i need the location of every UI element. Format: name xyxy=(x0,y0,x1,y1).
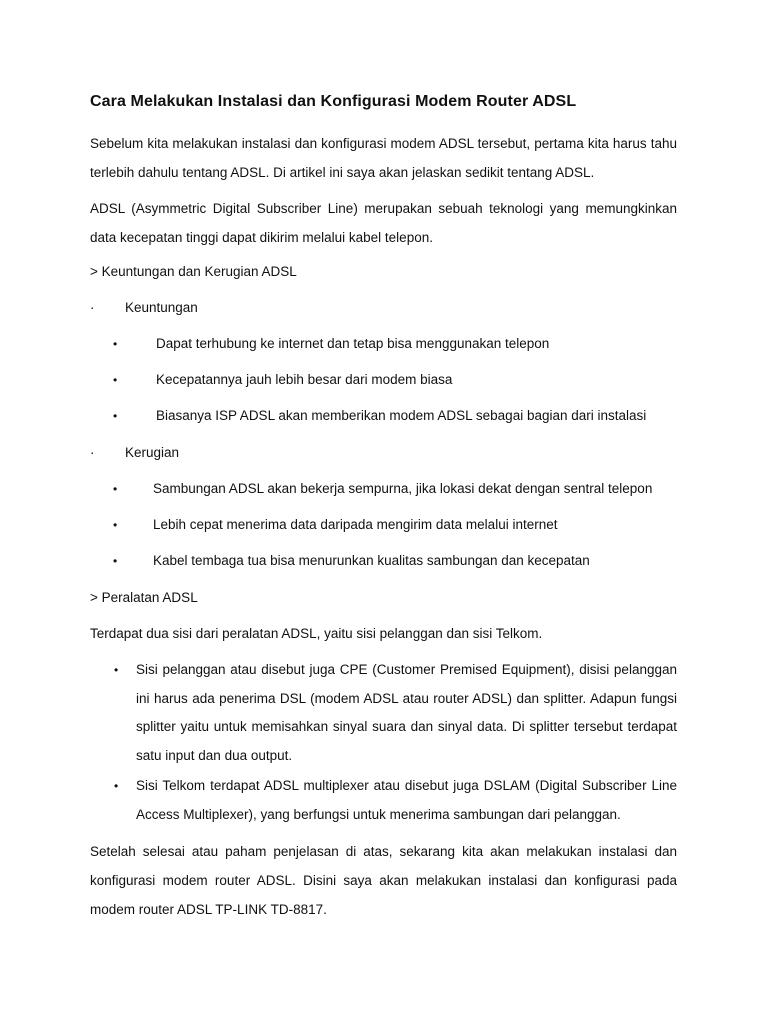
bullet-icon: • xyxy=(113,337,118,351)
bullet-icon: • xyxy=(114,663,119,677)
bullet-icon: • xyxy=(113,554,118,568)
cons-item-1: Sambungan ADSL akan bekerja sempurna, jika lokasi dekat dengan sentral telepon xyxy=(153,481,653,496)
document-title: Cara Melakukan Instalasi dan Konfigurasi Modem Router ADSL xyxy=(90,93,577,110)
equipment-item-telkom: Sisi Telkom terdapat ADSL multiplexer atau disebut juga DSLAM (Digital Subscriber Line Access Multiplexer), yang berfungsi untuk menerima sambungan dari pelanggan. xyxy=(136,778,677,822)
pros-item-2: Kecepatannya jauh lebih besar dari modem biasa xyxy=(156,372,453,387)
bullet-icon: • xyxy=(114,779,119,793)
cons-item-3: Kabel tembaga tua bisa menurunkan kualitas sambungan dan kecepatan xyxy=(153,553,590,568)
cons-label: Kerugian xyxy=(125,445,180,460)
closing-paragraph: Setelah selesai atau paham penjelasan di atas, sekarang kita akan melakukan instalasi dan konfigurasi modem router ADSL. Disini saya akan melakukan instalasi dan konfigurasi pada modem router ADSL TP-LINK TD-8817. xyxy=(90,844,677,917)
equipment-intro: Terdapat dua sisi dari peralatan ADSL, yaitu sisi pelanggan dan sisi Telkom. xyxy=(90,626,543,641)
pros-cons-heading: > Keuntungan dan Kerugian ADSL xyxy=(90,264,297,279)
bullet-icon: • xyxy=(113,409,118,423)
pros-marker: · xyxy=(90,300,95,315)
pros-item-1: Dapat terhubung ke internet dan tetap bisa menggunakan telepon xyxy=(156,336,550,351)
intro-paragraph: Sebelum kita melakukan instalasi dan konfigurasi modem ADSL tersebut, pertama kita harus tahu terlebih dahulu tentang ADSL. Di artikel ini saya akan jelaskan sedikit tentang ADSL. xyxy=(90,136,677,180)
cons-item-2: Lebih cepat menerima data daripada mengirim data melalui internet xyxy=(153,517,558,532)
bullet-icon: • xyxy=(113,518,118,532)
cons-marker: · xyxy=(90,445,95,460)
bullet-icon: • xyxy=(113,482,118,496)
pros-label: Keuntungan xyxy=(125,300,198,315)
equipment-item-customer: Sisi pelanggan atau disebut juga CPE (Customer Premised Equipment), disisi pelanggan ini harus ada penerima DSL (modem ADSL atau router ADSL) dan splitter. Adapun fungsi splitter yaitu untuk memisahkan sinyal suara dan sinyal data. Di splitter tersebut terdapat satu input dan dua output. xyxy=(136,662,677,763)
adsl-definition-paragraph: ADSL (Asymmetric Digital Subscriber Line) merupakan sebuah teknologi yang memungkinkan data kecepatan tinggi dapat dikirim melalui kabel telepon. xyxy=(90,201,677,245)
equipment-heading: > Peralatan ADSL xyxy=(90,590,198,605)
pros-item-3: Biasanya ISP ADSL akan memberikan modem ADSL sebagai bagian dari instalasi xyxy=(156,408,647,423)
bullet-icon: • xyxy=(113,373,118,387)
